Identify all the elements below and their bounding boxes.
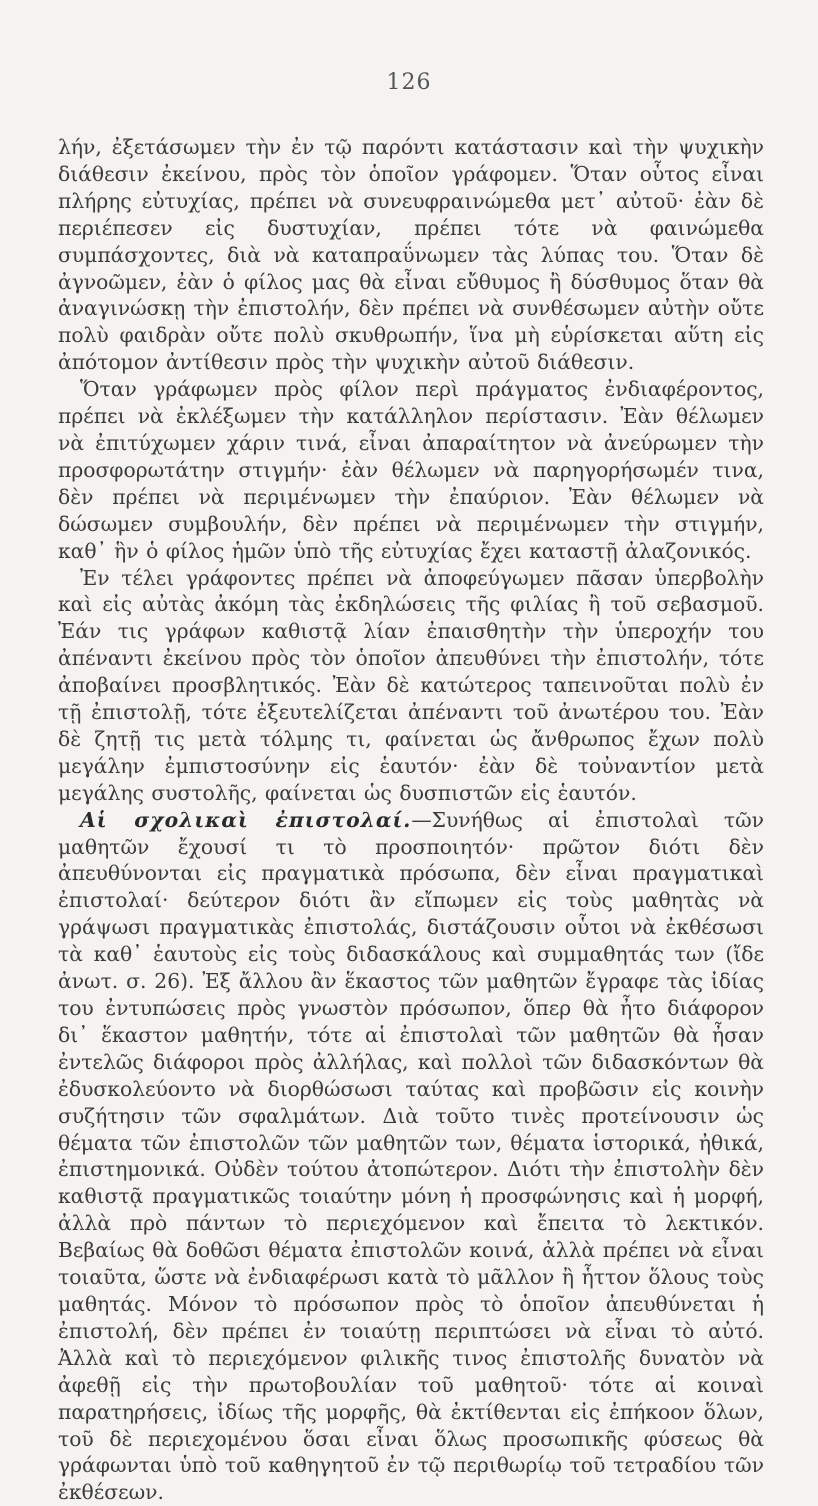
- body-text: [58, 134, 764, 1506]
- paragraph-3: Ἐν τέλει γράφοντες πρέπει νὰ ἀποφεύγωμεν πᾶσαν ὑπερβολὴν καὶ εἰς αὐτὰς ἀκόμη τὰς ἐκδηλώσεις τῆς φιλίας ἢ τοῦ σεβασμοῦ. Ἐάν τις γράφων καθιστᾷ λίαν ἐπαισθητὴν τὴν ὑπεροχήν του ἀπέναντι ἐκείνου πρὸς τὸν ὁποῖον ἀπευθύνει τὴν ἐπιστολήν, τότε ἀποβαίνει προσβλητικός. Ἐὰν δὲ κατώτερος ταπεινοῦται πολὺ ἐν τῇ ἐπιστολῇ, τότε ἐξευτελίζεται ἀπέναντι τοῦ ἀνωτέρου του. Ἐὰν δὲ ζητῇ τις μετὰ τόλμης τι, φαίνεται ὡς ἄνθρωπος ἔχων πολὺ μεγάλην ἐμπιστοσύνην εἰς ἑαυτόν· ἐὰν δὲ τοὐναντίον μετὰ μεγάλης συστολῆς, φαίνεται ὡς δυσπιστῶν εἰς ἑαυτόν.: [58, 565, 764, 805]
- paragraph-1: λήν, ἐξετάσωμεν τὴν ἐν τῷ παρόντι κατάστασιν καὶ τὴν ψυχικὴν διάθεσιν ἐκείνου, πρὸς τὸν ὁποῖον γράφομεν. Ὅταν οὗτος εἶναι πλήρης εὐτυχίας, πρέπει νὰ συνευφραινώμεθα μετ᾽ αὐτοῦ· ἐὰν δὲ περιέπεσεν εἰς δυστυχίαν, πρέπει τότε νὰ φαινώμεθα συμπάσχοντες, διὰ νὰ καταπραΰνωμεν τὰς λύπας του. Ὅταν δὲ ἀγνοῶμεν, ἐὰν ὁ φίλος μας θὰ εἶναι εὔθυμος ἢ δύσθυμος ὅταν θὰ ἀναγινώσκῃ τὴν ἐπιστολήν, δὲν πρέπει νὰ συνθέσωμεν αὐτὴν οὔτε πολὺ φαιδρὰν οὔτε πολὺ σκυθρωπήν, ἵνα μὴ εὑρίσκεται αὕτη εἰς ἀπότομον ἀντίθεσιν πρὸς τὴν ψυχικὴν αὐτοῦ διάθεσιν.: [58, 135, 764, 375]
- paragraph-4-text: —Συνήθως αἱ ἐπιστολαὶ τῶν μαθητῶν ἔχουσί τι τὸ προσποιητόν· πρῶτον διότι δὲν ἀπευθύνονται εἰς πραγματικὰ πρόσωπα, δὲν εἶναι πραγματικαὶ ἐπιστολαί· δεύτερον διότι ἂν εἴπωμεν εἰς τοὺς μαθητὰς νὰ γράψωσι πραγματικὰς ἐπιστολάς, διστάζουσιν οὗτοι νὰ ἐκθέσωσι τὰ καθ᾽ ἑαυτοὺς εἰς τοὺς διδασκάλους καὶ συμμαθητάς των (ἴδε ἀνωτ. σ. 26). Ἐξ ἄλλου ἂν ἕκαστος τῶν μαθητῶν ἔγραφε τὰς ἰδίας του ἐντυπώσεις πρὸς γνωστὸν πρόσωπον, ὅπερ θὰ ἦτο διάφορον δι᾽ ἕκαστον μαθητήν, τότε αἱ ἐπιστολαὶ τῶν μαθητῶν θὰ ἦσαν ἐντελῶς διάφοροι πρὸς ἀλλήλας, καὶ πολλοὶ τῶν διδασκόντων θὰ ἐδυσκολεύοντο νὰ διορθώσωσι ταύτας καὶ προβῶσιν εἰς κοινὴν συζήτησιν τῶν σφαλμάτων. Διὰ τοῦτο τινὲς προτείνουσιν ὡς θέματα τῶν ἐπιστολῶν τῶν μαθητῶν των, θέματα ἱστορικά, ἠθικά, ἐπιστημονικά. Οὐδὲν τούτου ἀτοπώτερον. Διότι τὴν ἐπιστολὴν δὲν καθιστᾷ πραγματικῶς τοιαύτην μόνη ἡ προσφώνησις καὶ ἡ μορφή, ἀλλὰ πρὸ πάντων τὸ περιεχόμενον καὶ ἔπειτα τὸ λεκτικόν. Βεβαίως θὰ δοθῶσι θέματα ἐπιστολῶν κοινά, ἀλλὰ πρέπει νὰ εἶναι τοιαῦτα, ὥστε νὰ ἐνδιαφέρωσι κατὰ τὸ μᾶλλον ἢ ἧττον ὅλους τοὺς μαθητάς. Μόνον τὸ πρόσωπον πρὸς τὸ ὁποῖον ἀπευθύνεται ἡ ἐπιστολή, δὲν πρέπει ἐν τοιαύτῃ περιπτώσει νὰ εἶναι τὸ αὐτό. Ἀλλὰ καὶ τὸ περιεχόμενον φιλικῆς τινος ἐπιστολῆς δυνατὸν νὰ ἀφεθῇ εἰς τὴν πρωτοβουλίαν τοῦ μαθητοῦ· τότε αἱ κοιναὶ παρατηρήσεις, ἰδίως τῆς μορφῆς, θὰ ἐκτίθενται εἰς ἐπήκοον ὅλων, τοῦ δὲ περιεχομένου ὅσαι εἶναι ὅλως προσωπικῆς φύσεως θὰ γράφωνται ὑπὸ τοῦ καθηγητοῦ ἐν τῷ περιθωρίῳ τοῦ τετραδίου τῶν ἐκθέσεων.: [58, 807, 764, 1505]
- section-heading: Αἱ σχολικαὶ ἐπιστολαί.: [80, 807, 412, 832]
- paragraph-4: [58, 807, 764, 1506]
- page-number: 126: [386, 70, 432, 95]
- paragraph-2: Ὅταν γράφωμεν πρὸς φίλον περὶ πράγματος ἐνδιαφέροντος, πρέπει νὰ ἐκλέξωμεν τὴν κατάλληλον περίστασιν. Ἐὰν θέλωμεν νὰ ἐπιτύχωμεν χάριν τινά, εἶναι ἀπαραίτητον νὰ ἀνεύρωμεν τὴν προσφορωτάτην στιγμήν· ἐὰν θέλωμεν νὰ παρηγορήσωμέν τινα, δὲν πρέπει νὰ περιμένωμεν τὴν ἐπαύριον. Ἐὰν θέλωμεν νὰ δώσωμεν συμβουλήν, δὲν πρέπει νὰ περιμένωμεν τὴν στιγμήν, καθ᾽ ἣν ὁ φίλος ἡμῶν ὑπὸ τῆς εὐτυχίας ἔχει καταστῇ ἀλαζονικός.: [58, 377, 764, 563]
